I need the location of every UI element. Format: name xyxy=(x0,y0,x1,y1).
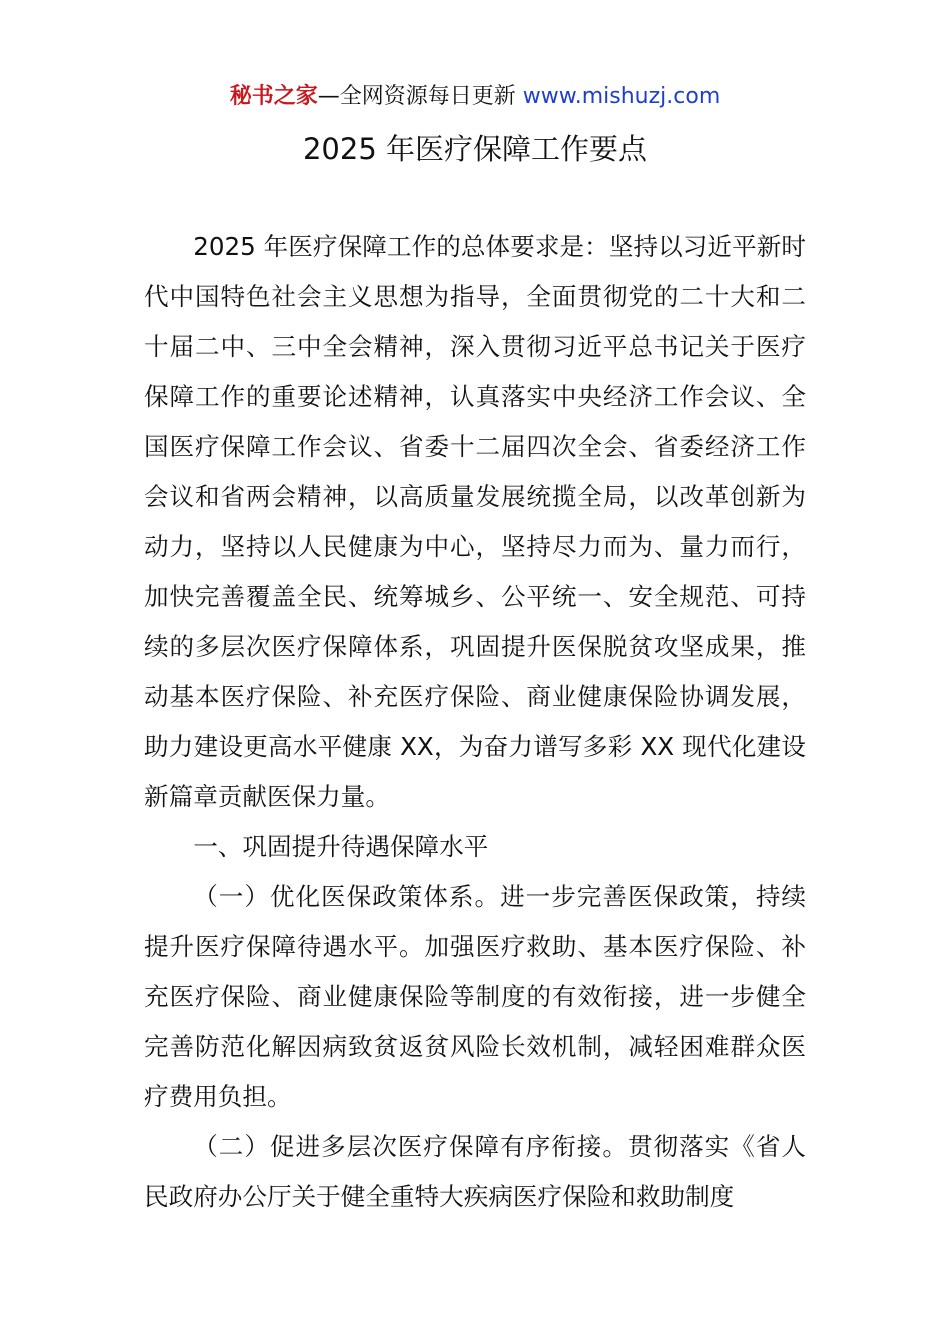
site-brand: 秘书之家 xyxy=(229,84,318,109)
site-header xyxy=(0,82,950,112)
subsection-paragraph: （二）促进多层次医疗保障有序衔接。贯彻落实《省人民政府办公厅关于健全重特大疾病医疗保险和救助制度 xyxy=(144,1132,806,1211)
document-title: 2025 年医疗保障工作要点 xyxy=(302,132,648,166)
site-tagline: —全网资源每日更新 xyxy=(317,84,523,109)
document-body xyxy=(144,222,806,1222)
subsection-paragraph: （一）优化医保政策体系。进一步完善医保政策，持续提升医疗保障待遇水平。加强医疗救助、基本医疗保险、补充医疗保险、商业健康保险等制度的有效衔接，进一步健全完善防范化解因病致贫返贫风险长效机制，减轻困难群众医疗费用负担。 xyxy=(144,882,806,1111)
site-url-link[interactable]: www.mishuzj.com xyxy=(522,84,721,109)
intro-paragraph: 2025 年医疗保障工作的总体要求是：坚持以习近平新时代中国特色社会主义思想为指导，全面贯彻党的二十大和二十届二中、三中全会精神，深入贯彻习近平总书记关于医疗保障工作的重要论述精神，认真落实中央经济工作会议、全国医疗保障工作会议、省委十二届四次全会、省委经济工作会议和省两会精神，以高质量发展统揽全局，以改革创新为动力，坚持以人民健康为中心，坚持尽力而为、量力而行，加快完善覆盖全民、统筹城乡、公平统一、安全规范、可持续的多层次医疗保障体系，巩固提升医保脱贫攻坚成果，推动基本医疗保险、补充医疗保险、商业健康保险协调发展，助力建设更高水平健康 XX，为奋力谱写多彩 XX 现代化建设新篇章贡献医保力量。 xyxy=(144,232,806,811)
section-heading: 一、巩固提升待遇保障水平 xyxy=(193,832,489,861)
